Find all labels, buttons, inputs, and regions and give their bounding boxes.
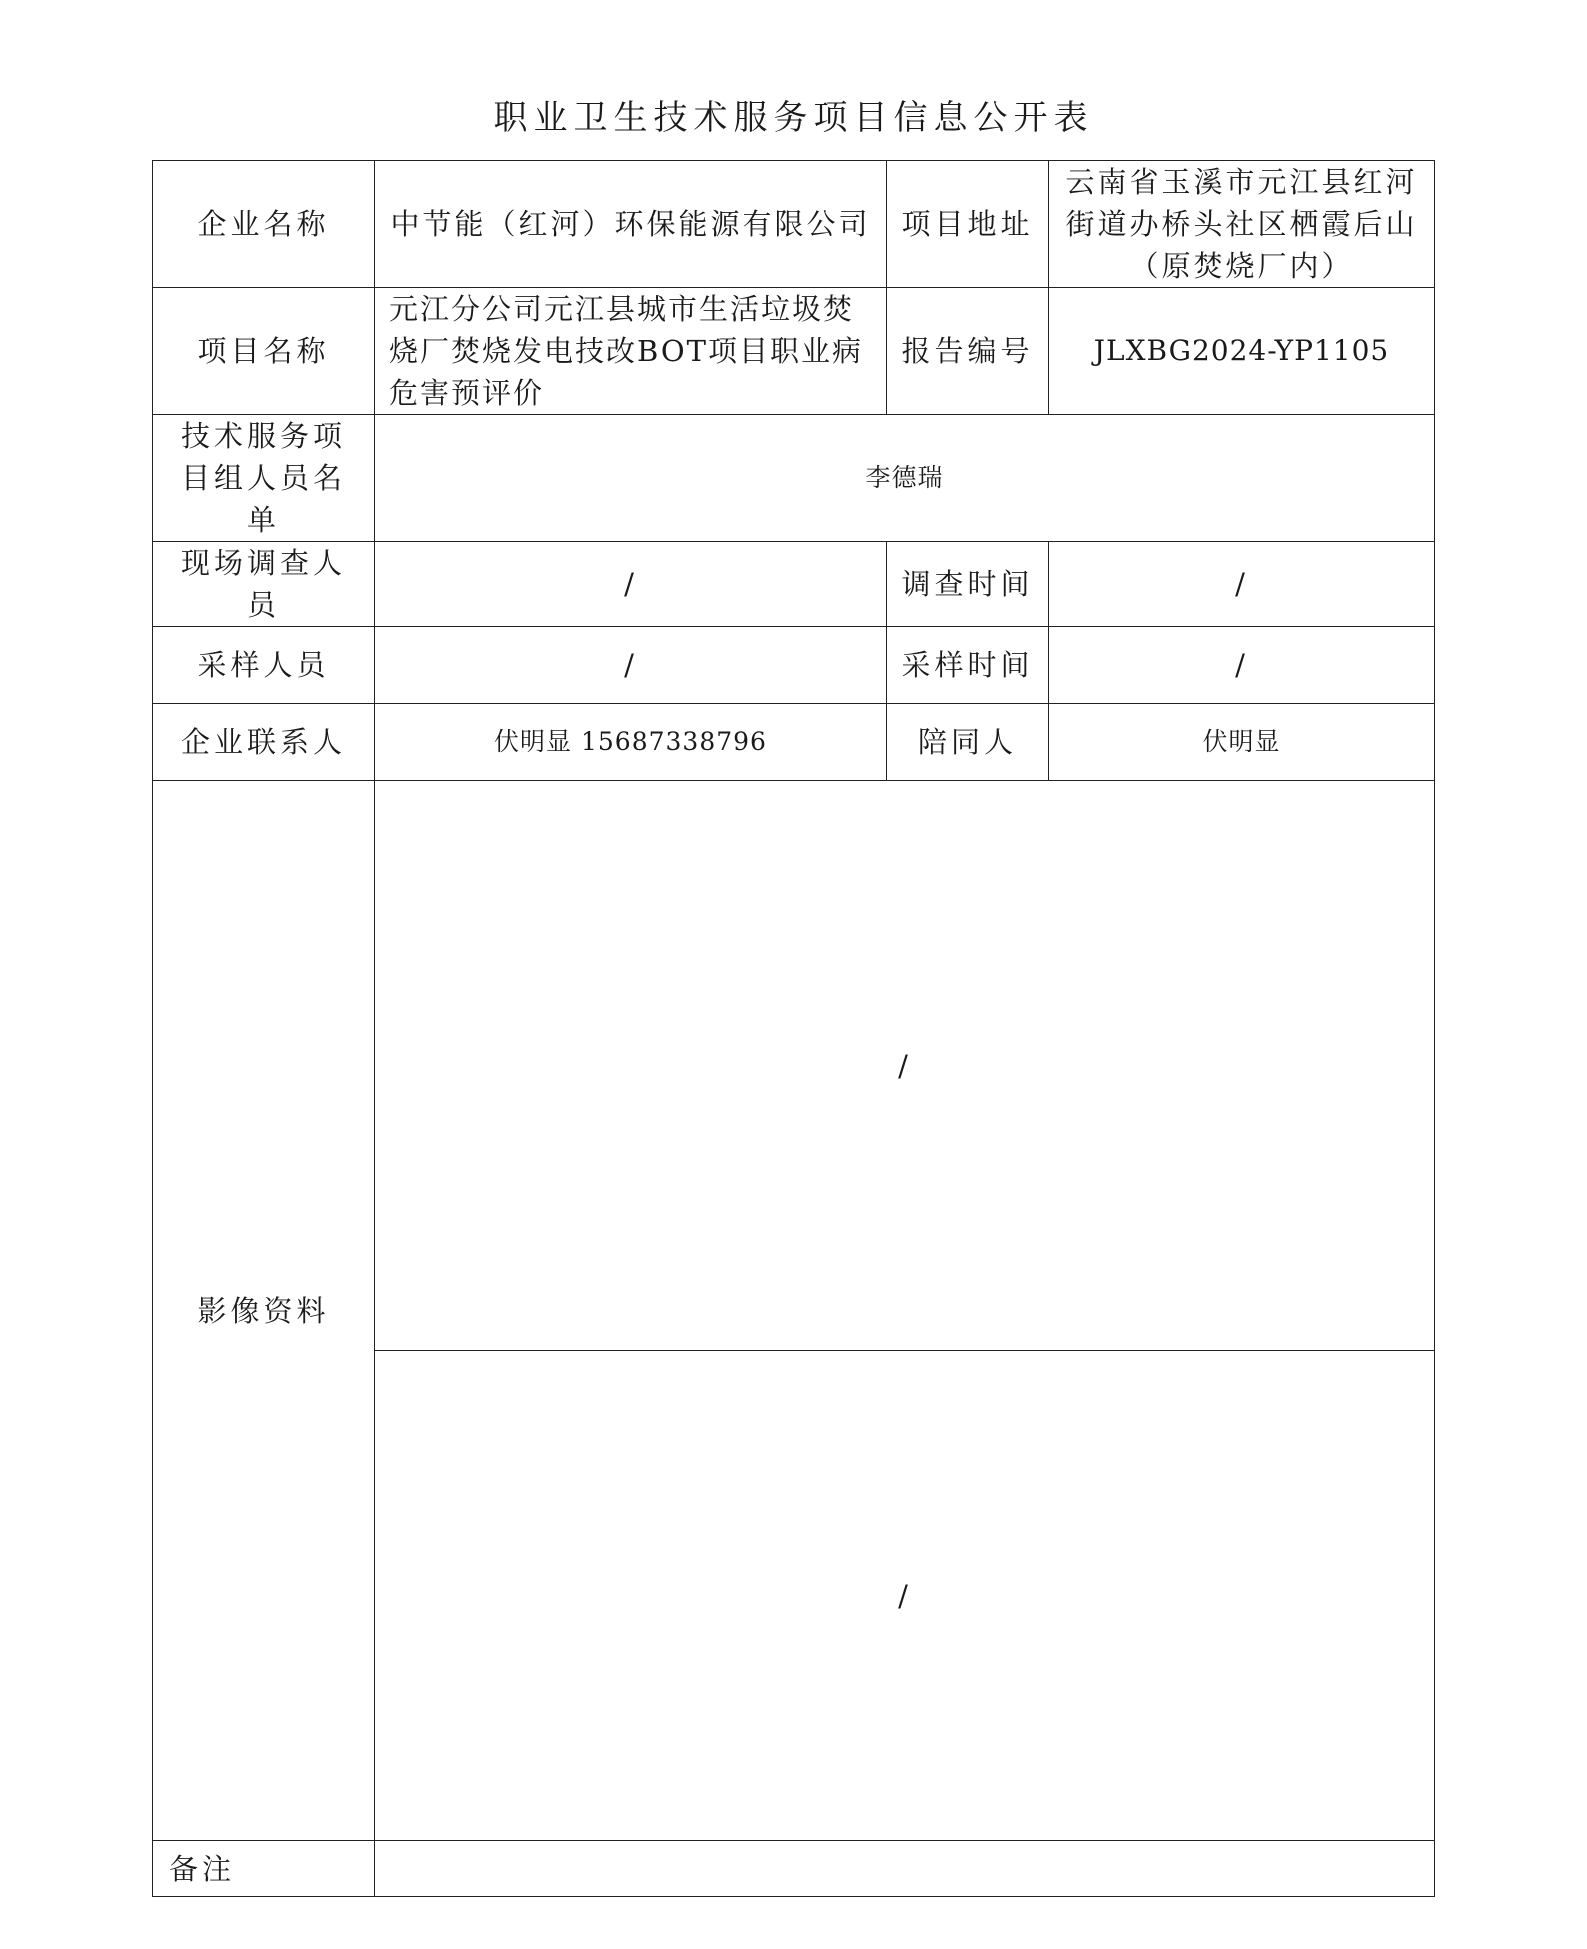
row-remarks	[153, 1841, 1435, 1897]
project-address-label: 项目地址	[887, 161, 1049, 288]
project-name-value: 元江分公司元江县城市生活垃圾焚烧厂焚烧发电技改BOT项目职业病危害预评价	[375, 288, 887, 415]
company-contact-value: 伏明显 15687338796	[375, 704, 887, 781]
team-members-label: 技术服务项目组人员名单	[153, 415, 375, 542]
document-title: 职业卫生技术服务项目信息公开表	[493, 98, 1094, 138]
row-images-1	[153, 781, 1435, 1351]
row-project	[153, 288, 1435, 415]
remarks-value	[375, 1841, 1435, 1897]
survey-time-label: 调查时间	[887, 542, 1049, 627]
company-contact-label: 企业联系人	[153, 704, 375, 781]
row-sampling	[153, 627, 1435, 704]
survey-staff-label: 现场调查人员	[153, 542, 375, 627]
row-contact	[153, 704, 1435, 781]
image-data-value-1: /	[375, 781, 1435, 1351]
row-company	[153, 161, 1435, 288]
sampling-time-value: /	[1049, 627, 1435, 704]
sampling-staff-label: 采样人员	[153, 627, 375, 704]
sampling-time-label: 采样时间	[887, 627, 1049, 704]
accompany-label: 陪同人	[887, 704, 1049, 781]
company-name-value: 中节能（红河）环保能源有限公司	[375, 161, 887, 288]
image-data-value-2: /	[375, 1351, 1435, 1841]
info-table	[152, 160, 1435, 1897]
report-number-label: 报告编号	[887, 288, 1049, 415]
image-data-label: 影像资料	[153, 781, 375, 1841]
row-team	[153, 415, 1435, 542]
survey-staff-value: /	[375, 542, 887, 627]
row-survey	[153, 542, 1435, 627]
survey-time-value: /	[1049, 542, 1435, 627]
team-members-value: 李德瑞	[375, 415, 1435, 542]
report-number-value: JLXBG2024-YP1105	[1049, 288, 1435, 415]
accompany-value: 伏明显	[1049, 704, 1435, 781]
project-address-value: 云南省玉溪市元江县红河街道办桥头社区栖霞后山（原焚烧厂内）	[1049, 161, 1435, 288]
sampling-staff-value: /	[375, 627, 887, 704]
remarks-label: 备注	[153, 1841, 375, 1897]
project-name-label: 项目名称	[153, 288, 375, 415]
company-name-label: 企业名称	[153, 161, 375, 288]
